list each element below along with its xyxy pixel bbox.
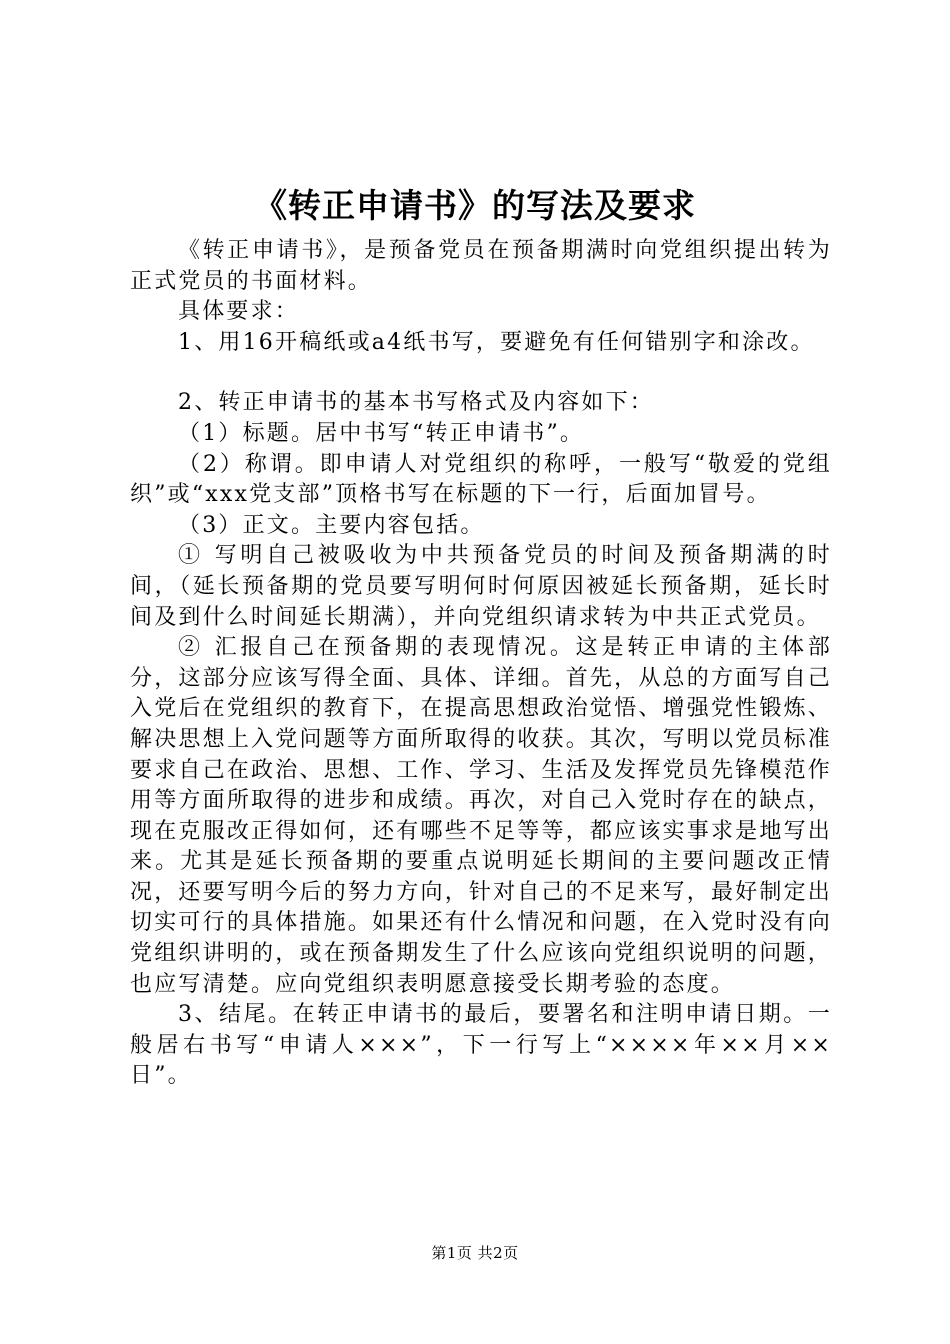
document-title: 《转正申请书》的写法及要求 [254,186,696,225]
body-point-two: ② 汇报自己在预备期的表现情况。这是转正申请的主体部分，这部分应该写得全面、具体、详细。首先，从总的方面写自己入党后在党组织的教育下，在提高思想政治觉悟、增强党性锻炼、解决思想上入党问题等方面所取得的收获。其次，写明以党员标准要求自己在政治、思想、工作、学习、生活及发挥党员先锋模范作用等方面所取得的进步和成绩。再次，对自己入党时存在的缺点，现在克服改正得如何，还有哪些不足等等，都应该实事求是地写出来。尤其是延长预备期的要重点说明延长期间的主要问题改正情况，还要写明今后的努力方向，针对自己的不足来写，最好制定出切实可行的具体措施。如果还有什么情况和问题，在入党时没有向党组织讲明的，或在预备期发生了什么应该向党组织说明的问题，也应写清楚。应向党组织表明愿意接受长期考验的态度。 [130,635,832,997]
document-body [130,236,832,1092]
format-body: （3）正文。主要内容包括。 [178,512,485,538]
requirements-heading: 具体要求： [178,299,300,325]
intro-paragraph: 《转正申请书》，是预备党员在预备期满时向党组织提出转为正式党员的书面材料。 [130,238,832,294]
format-title: （1）标题。居中书写“转正申请书”。 [178,420,585,446]
page-number-footer: 第1页 共2页 [431,1244,519,1262]
format-salutation: （2）称谓。即申请人对党组织的称呼，一般写“敬爱的党组织”或“xxx党支部”顶格书写在标题的下一行，后面加冒号。 [130,451,832,508]
format-ending: 3、结尾。在转正申请书的最后，要署名和注明申请日期。一般居右书写“申请人×××”，下一行写上“××××年××月××日”。 [130,1002,832,1089]
body-point-one: ① 写明自己被吸收为中共预备党员的时间及预备期满的时间，（延长预备期的党员要写明何时何原因被延长预备期，延长时间及到什么时间延长期满），并向党组织请求转为中共正式党员。 [130,543,832,630]
requirement-paper: 1、用16开稿纸或a4纸书写，要避免有任何错别字和涂改。 [178,329,815,355]
requirement-format: 2、转正申请书的基本书写格式及内容如下： [178,390,654,416]
